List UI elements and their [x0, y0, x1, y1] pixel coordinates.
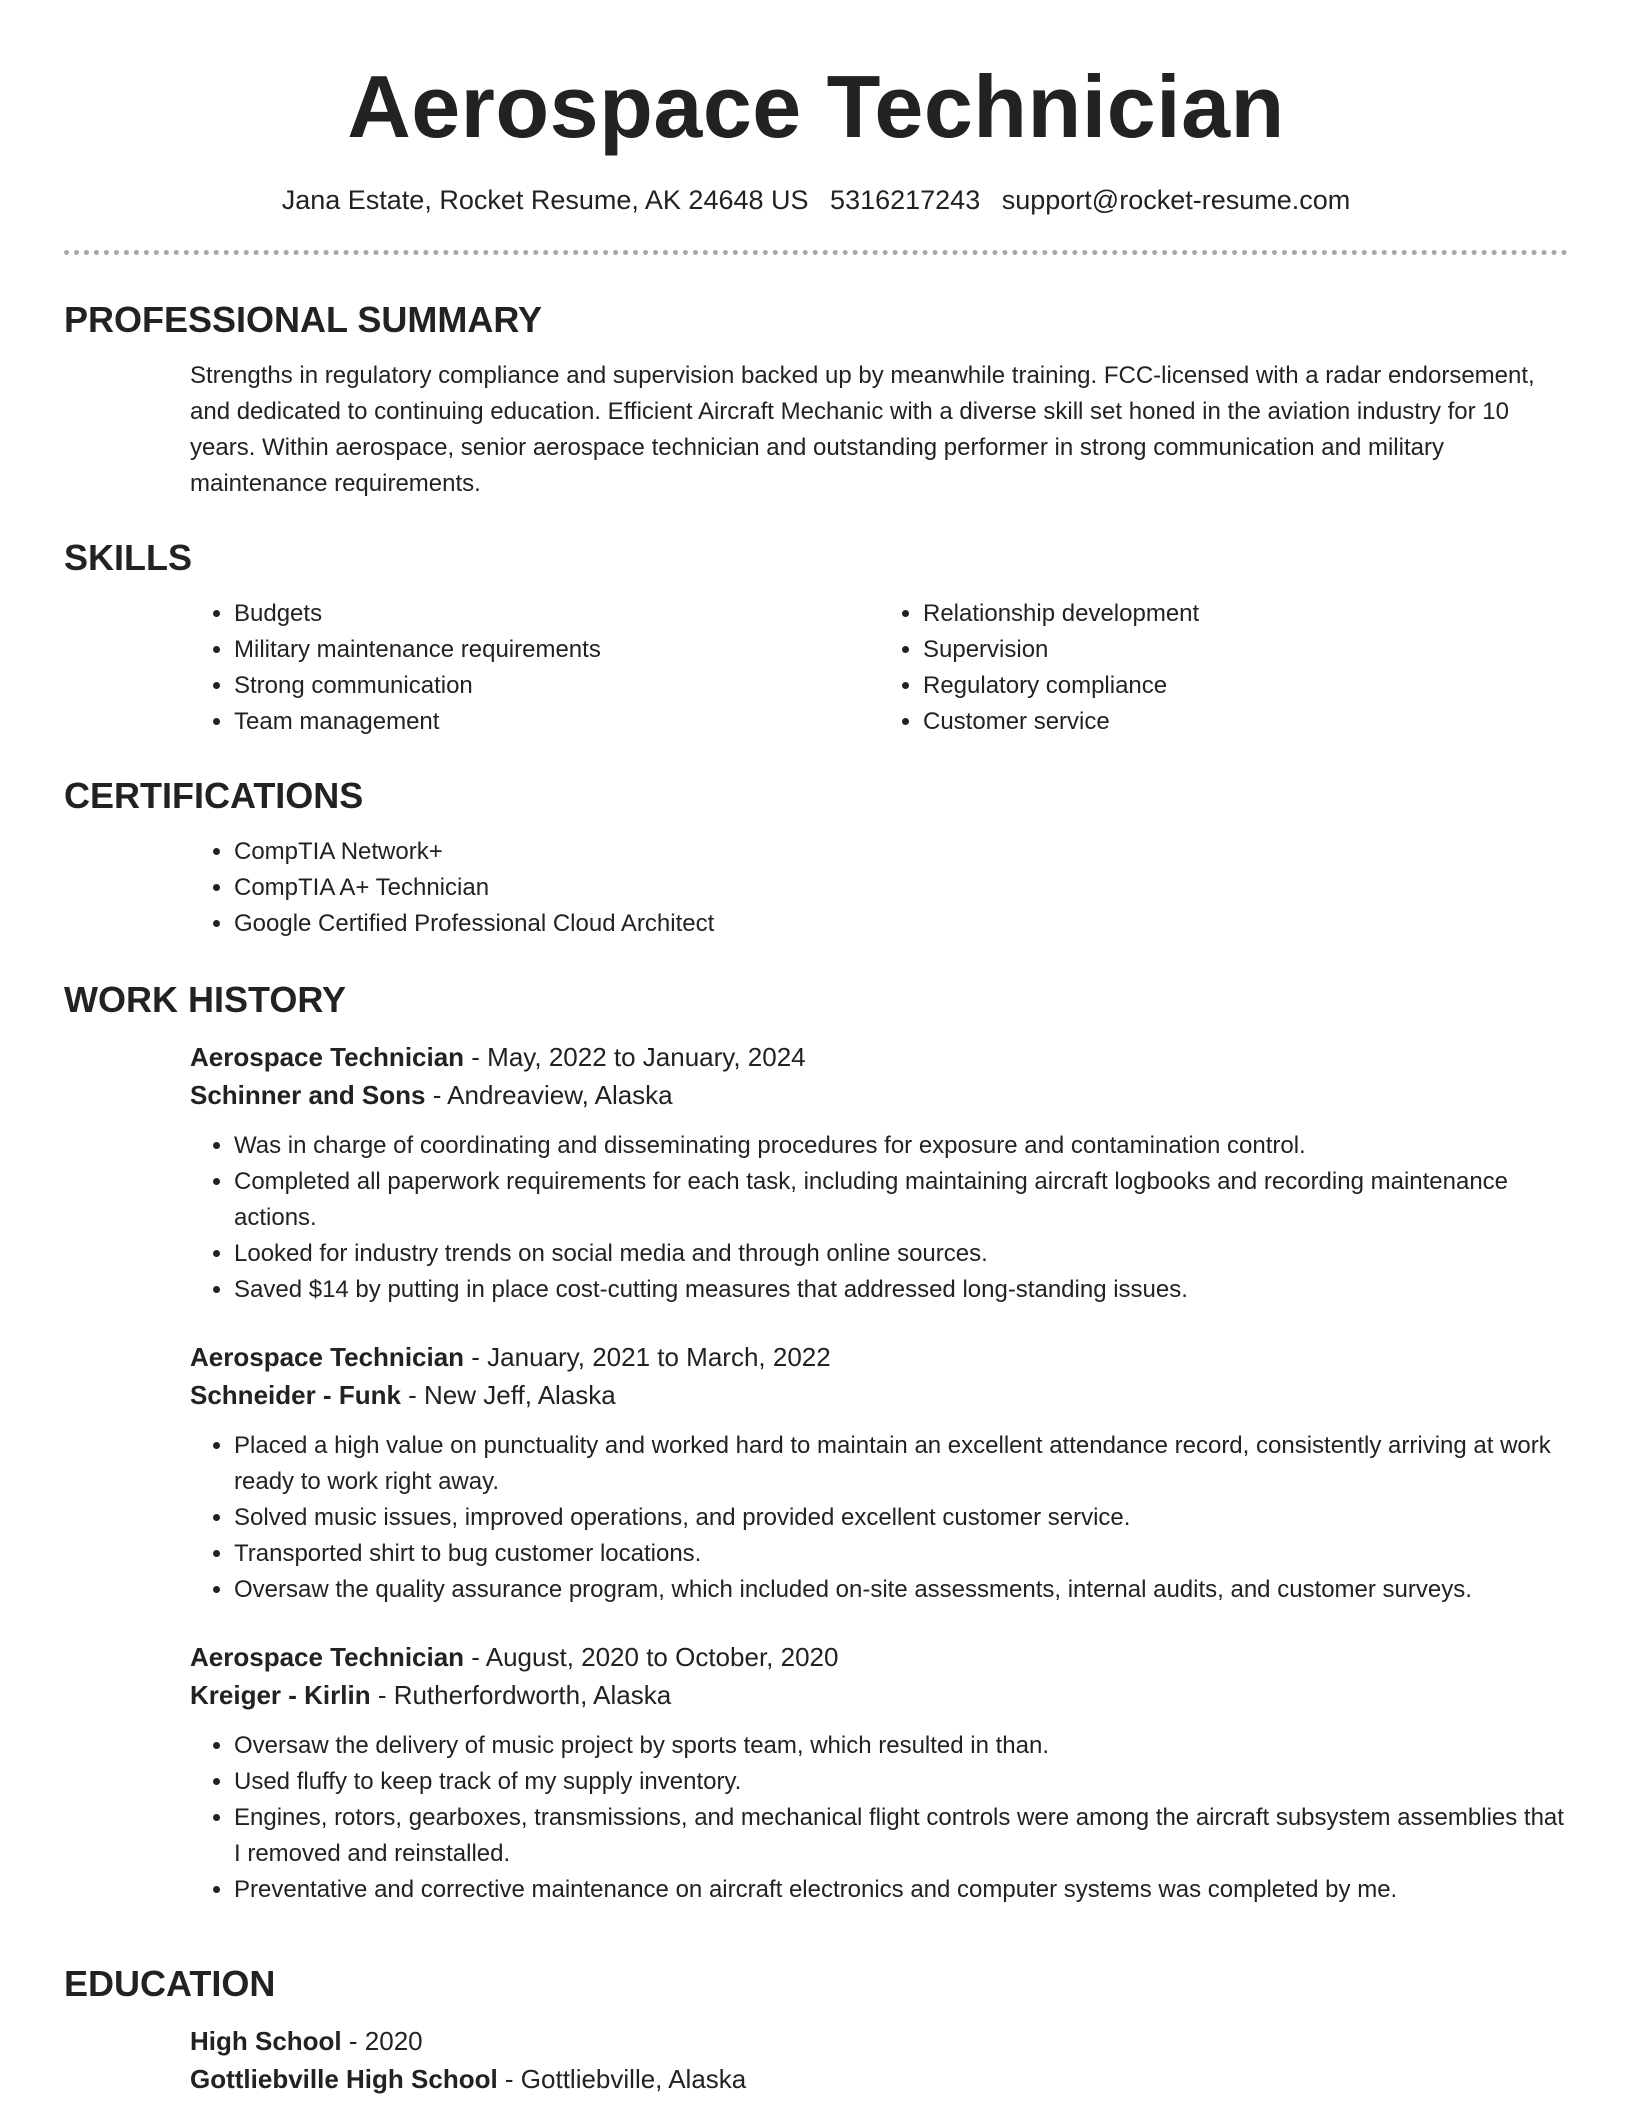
education-degree-line	[190, 2022, 1568, 2060]
candidate-name: Aerospace Technician	[347, 57, 1285, 156]
resume-header	[0, 52, 1632, 218]
skills-section	[64, 536, 1568, 740]
certifications-list	[190, 834, 1568, 942]
education-title: EDUCATION	[64, 1963, 276, 2004]
job-role-line	[190, 1638, 1568, 1676]
summary-section	[64, 298, 1568, 502]
contact-line	[0, 182, 1632, 218]
job-bullet: • Looked for industry trends on social media and through online sources.	[234, 1236, 1568, 1272]
certifications-section	[64, 774, 1568, 942]
skill-item: • Team management	[234, 704, 879, 740]
job-role: Aerospace Technician	[190, 1042, 465, 1072]
job-bullet: • Preventative and corrective maintenance on aircraft electronics and computer systems was completed by me.	[234, 1872, 1568, 1908]
job-company-line	[190, 1676, 1568, 1714]
job-bullets	[190, 1128, 1568, 1308]
education-section	[64, 1962, 1568, 2098]
job-company-line	[190, 1076, 1568, 1114]
job-role: Aerospace Technician	[190, 1642, 465, 1672]
work-history-title: WORK HISTORY	[64, 979, 347, 1020]
education-school-line	[190, 2060, 1568, 2098]
job-dates: - January, 2021 to March, 2022	[464, 1342, 831, 1372]
job-role-line	[190, 1338, 1568, 1376]
education-school: Gottliebville High School	[190, 2064, 498, 2094]
work-history-section	[64, 978, 1568, 1938]
job-dates: - May, 2022 to January, 2024	[464, 1042, 806, 1072]
skill-item: • Relationship development	[923, 596, 1568, 632]
skill-item: • Strong communication	[234, 668, 879, 704]
job-company: Kreiger - Kirlin	[190, 1680, 371, 1710]
certification-item: • Google Certified Professional Cloud Architect	[234, 906, 1568, 942]
job-location: - Andreaview, Alaska	[425, 1080, 673, 1110]
job-entry	[190, 1038, 1568, 1308]
job-location: - New Jeff, Alaska	[400, 1380, 616, 1410]
summary-title: PROFESSIONAL SUMMARY	[64, 299, 543, 340]
header-divider	[64, 250, 1568, 255]
job-dates: - August, 2020 to October, 2020	[464, 1642, 839, 1672]
education-body	[190, 2022, 1568, 2098]
skill-item: • Customer service	[923, 704, 1568, 740]
certifications-body	[190, 834, 1568, 942]
job-bullet: • Oversaw the quality assurance program, which included on-site assessments, internal audits, and customer surveys.	[234, 1572, 1568, 1608]
education-location: - Gottliebville, Alaska	[497, 2064, 747, 2094]
job-entry	[190, 1638, 1568, 1908]
job-bullet: • Placed a high value on punctuality and worked hard to maintain an excellent attendance record, consistently arriving at work ready to work right away.	[234, 1428, 1568, 1500]
contact-email: support@rocket-resume.com	[1001, 185, 1351, 215]
contact-phone: 5316217243	[830, 185, 981, 215]
education-degree: High School	[190, 2026, 342, 2056]
skills-grid	[190, 596, 1568, 740]
job-role: Aerospace Technician	[190, 1342, 465, 1372]
job-bullet: • Completed all paperwork requirements for each task, including maintaining aircraft logbooks and recording maintenance actions.	[234, 1164, 1568, 1236]
job-bullet: • Was in charge of coordinating and disseminating procedures for exposure and contamination control.	[234, 1128, 1568, 1164]
job-role-line	[190, 1038, 1568, 1076]
job-company: Schinner and Sons	[190, 1080, 426, 1110]
skills-title: SKILLS	[64, 537, 193, 578]
job-entry	[190, 1338, 1568, 1608]
job-bullets	[190, 1728, 1568, 1908]
skill-item: • Budgets	[234, 596, 879, 632]
summary-text: Strengths in regulatory compliance and supervision backed up by meanwhile training. FCC-licensed with a radar endorsement, and dedicated to continuing education. Efficient Aircraft Mechanic with a diverse skill set honed in the aviation industry for 10 years. Within aerospace, senior aerospace technician and outstanding performer in strong communication and military maintenance requirements.	[190, 362, 1535, 497]
certification-item: • CompTIA A+ Technician	[234, 870, 1568, 906]
skill-item: • Regulatory compliance	[923, 668, 1568, 704]
job-company: Schneider - Funk	[190, 1380, 401, 1410]
job-bullet: • Transported shirt to bug customer locations.	[234, 1536, 1568, 1572]
skill-item: • Military maintenance requirements	[234, 632, 879, 668]
job-bullet: • Engines, rotors, gearboxes, transmissions, and mechanical flight controls were among the aircraft subsystem assemblies that I removed and reinstalled.	[234, 1800, 1568, 1872]
work-history-body	[190, 1038, 1568, 1908]
skills-list-right	[879, 596, 1568, 740]
contact-address: Jana Estate, Rocket Resume, AK 24648 US	[281, 185, 809, 215]
job-bullets	[190, 1428, 1568, 1608]
certifications-title: CERTIFICATIONS	[64, 775, 364, 816]
job-bullet: • Used fluffy to keep track of my supply inventory.	[234, 1764, 1568, 1800]
certification-item: • CompTIA Network+	[234, 834, 1568, 870]
job-bullet: • Oversaw the delivery of music project by sports team, which resulted in than.	[234, 1728, 1568, 1764]
job-bullet: • Saved $14 by putting in place cost-cutting measures that addressed long-standing issues.	[234, 1272, 1568, 1308]
job-bullet: • Solved music issues, improved operations, and provided excellent customer service.	[234, 1500, 1568, 1536]
skill-item: • Supervision	[923, 632, 1568, 668]
skills-list-left	[190, 596, 879, 740]
education-year: - 2020	[341, 2026, 423, 2056]
job-company-line	[190, 1376, 1568, 1414]
job-location: - Rutherfordworth, Alaska	[370, 1680, 672, 1710]
